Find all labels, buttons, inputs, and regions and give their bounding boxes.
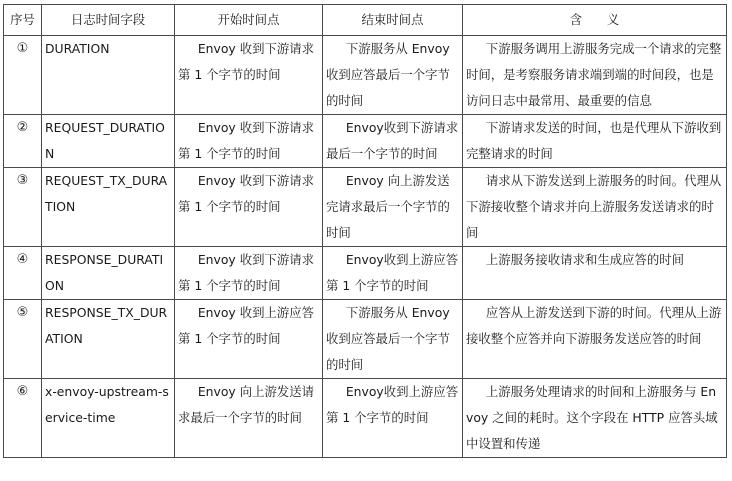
log-time-fields-table	[3, 4, 727, 458]
meaning: 下游服务调用上游服务完成一个请求的完整时间，是考察服务请求端到端的时间段，也是访问日志中最常用、最重要的信息	[463, 36, 727, 115]
start-point: Envoy 收到下游请求第 1 个字节的时间	[175, 247, 323, 300]
field-name: x-envoy-upstream-service-time	[42, 379, 175, 458]
field-name: REQUEST_TX_DURATION	[42, 168, 175, 247]
header-seq: 序号	[4, 5, 42, 36]
header-field: 日志时间字段	[42, 5, 175, 36]
row-number: ②	[4, 115, 42, 168]
table-row	[4, 379, 727, 458]
end-point: Envoy收到下游请求最后一个字节的时间	[323, 115, 463, 168]
start-point: Envoy 向上游发送请求最后一个字节的时间	[175, 379, 323, 458]
start-point: Envoy 收到下游请求第 1 个字节的时间	[175, 168, 323, 247]
meaning: 上游服务接收请求和生成应答的时间	[463, 247, 727, 300]
row-number: ③	[4, 168, 42, 247]
row-number: ⑤	[4, 300, 42, 379]
row-number: ①	[4, 36, 42, 115]
meaning: 下游请求发送的时间，也是代理从下游收到完整请求的时间	[463, 115, 727, 168]
row-number: ④	[4, 247, 42, 300]
row-number: ⑥	[4, 379, 42, 458]
header-start: 开始时间点	[175, 5, 323, 36]
table-row	[4, 115, 727, 168]
table-row	[4, 300, 727, 379]
end-point: 下游服务从 Envoy 收到应答最后一个字节的时间	[323, 36, 463, 115]
table-row	[4, 36, 727, 115]
start-point: Envoy 收到下游请求第 1 个字节的时间	[175, 36, 323, 115]
end-point: 下游服务从 Envoy 收到应答最后一个字节的时间	[323, 300, 463, 379]
meaning: 应答从上游发送到下游的时间。代理从上游接收整个应答并向下游服务发送应答的时间	[463, 300, 727, 379]
table-body	[4, 36, 727, 458]
end-point: Envoy收到上游应答第 1 个字节的时间	[323, 247, 463, 300]
end-point: Envoy 向上游发送完请求最后一个字节的时间	[323, 168, 463, 247]
header-end: 结束时间点	[323, 5, 463, 36]
table-row	[4, 168, 727, 247]
table-header	[4, 5, 727, 36]
field-name: REQUEST_DURATION	[42, 115, 175, 168]
start-point: Envoy 收到上游应答第 1 个字节的时间	[175, 300, 323, 379]
header-row	[4, 5, 727, 36]
field-name: DURATION	[42, 36, 175, 115]
header-meaning: 含 义	[463, 5, 727, 36]
start-point: Envoy 收到下游请求第 1 个字节的时间	[175, 115, 323, 168]
field-name: RESPONSE_TX_DURATION	[42, 300, 175, 379]
end-point: Envoy收到上游应答第 1 个字节的时间	[323, 379, 463, 458]
field-name: RESPONSE_DURATION	[42, 247, 175, 300]
meaning: 请求从下游发送到上游服务的时间。代理从下游接收整个请求并向上游服务发送请求的时间	[463, 168, 727, 247]
table-row	[4, 247, 727, 300]
meaning: 上游服务处理请求的时间和上游服务与 Envoy 之间的耗时。这个字段在 HTTP 应答头域中设置和传递	[463, 379, 727, 458]
